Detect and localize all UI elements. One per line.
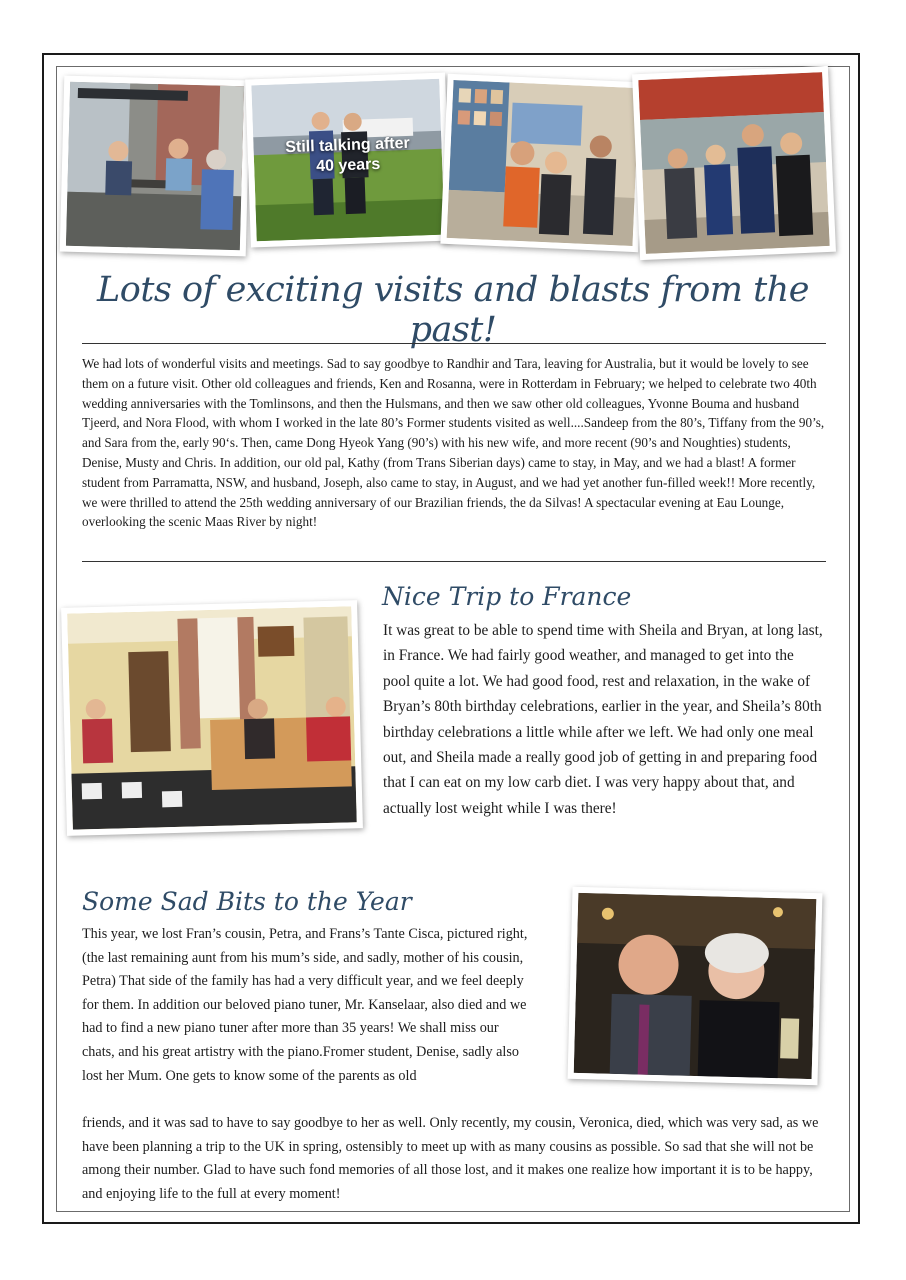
intro-paragraph: We had lots of wonderful visits and meetings. Sad to say goodbye to Randhir and Tara, leaving for Australia, but it would be lovely to see them on a future visit. Other old colleagues and friends, Ken and Rosanna, were in Rotterdam in February; we helped to celebrate two 40th wedding anniversaries with the Tomlinsons, and then the Hulsmans, and then we saw other old colleagues, Yvonne Bouma and husband Tjeerd, and Nora Flood, with whom I worked in the late 80’s Former students visited as well....Sandeep from the 80’s, Tiffany from the 90’s, and Sara from the, early 90‘s. Then, came Dong Hyeok Yang (90’s) with his new wife, and more recent (90’s and Noughties) students, Denise, Musty and Chris. In addition, our old pal, Kathy (from Trans Siberian days) came to stay, in May, and we had a blast! A former student from Parramatta, NSW, and husband, Joseph, also came to stay, in August, and we had yet another fun-filled week!! More recently, we were thrilled to attend the 25th wedding anniversary of our Brazilian friends, the da Silvas! A spectacular evening at Eau Lounge, overlooking the scenic Maas River by night!	[82, 356, 825, 530]
photo-shopping-group	[632, 66, 836, 260]
photo-cafe-terrace	[60, 76, 251, 257]
photo-france-living-room	[61, 600, 363, 836]
france-title: Nice Trip to France	[382, 582, 632, 611]
photo-cafe-terrace-image	[66, 82, 244, 250]
photo-shopping-group-image	[638, 72, 829, 254]
sad-paragraph-top: This year, we lost Fran’s cousin, Petra, and Frans’s Tante Cisca, pictured right, (the last remaining aunt from his mum’s side, and sadly, mother of his cousin, Petra) That side of the family has had a very difficult year, and we feel deeply for them. In addition our beloved piano tuner, Mr. Kanselaar, also died and we had to find a new piano tuner after more than 35 years! We shall miss our chats, and his great artistry with the piano.Fromer student, Denise, sadly also lost her Mum. One gets to know some of the parents as old	[82, 926, 528, 1084]
divider-bottom	[82, 561, 826, 562]
sad-title: Some Sad Bits to the Year	[82, 887, 412, 916]
photo-france-living-room-image	[67, 606, 357, 829]
divider-top	[82, 343, 826, 344]
photo-caption: Still talking after 40 years	[285, 134, 410, 176]
photo-gallery-selfie-image	[447, 80, 640, 246]
sad-paragraph-bottom: friends, and it was sad to have to say goodbye to her as well. Only recently, my cousin, Veronica, died, which was very sad, as we have been planning a trip to the UK in spring, ostensibly to meet up with as many cousins as possible. So sad that she will not be among their number. Glad to have such fond memories of all those lost, and it makes one realize how important it is to be happy, and enjoying life to the full at every moment!	[82, 1115, 819, 1202]
photo-gallery-selfie	[440, 74, 645, 252]
photo-tante-cisca-image	[574, 893, 817, 1079]
page-headline: Lots of exciting visits and blasts from the past!	[97, 270, 809, 350]
france-paragraph: It was great to be able to spend time with Sheila and Bryan, at long last, in France. We had fairly good weather, and managed to get into the pool quite a lot. We had good food, rest and relaxation, in the wake of Bryan’s 80th birthday celebrations, earlier in the year, and Sheila’s 80th birthday celebrations a little while after we left. We had only one meal out, and Sheila made a really good job of getting in and preparing food that I can eat on my low carb diet. I was very happy about that, and actually lost weight while I was there!	[383, 622, 823, 817]
photo-tante-cisca	[568, 887, 823, 1085]
photo-riverside-friends	[245, 73, 451, 248]
